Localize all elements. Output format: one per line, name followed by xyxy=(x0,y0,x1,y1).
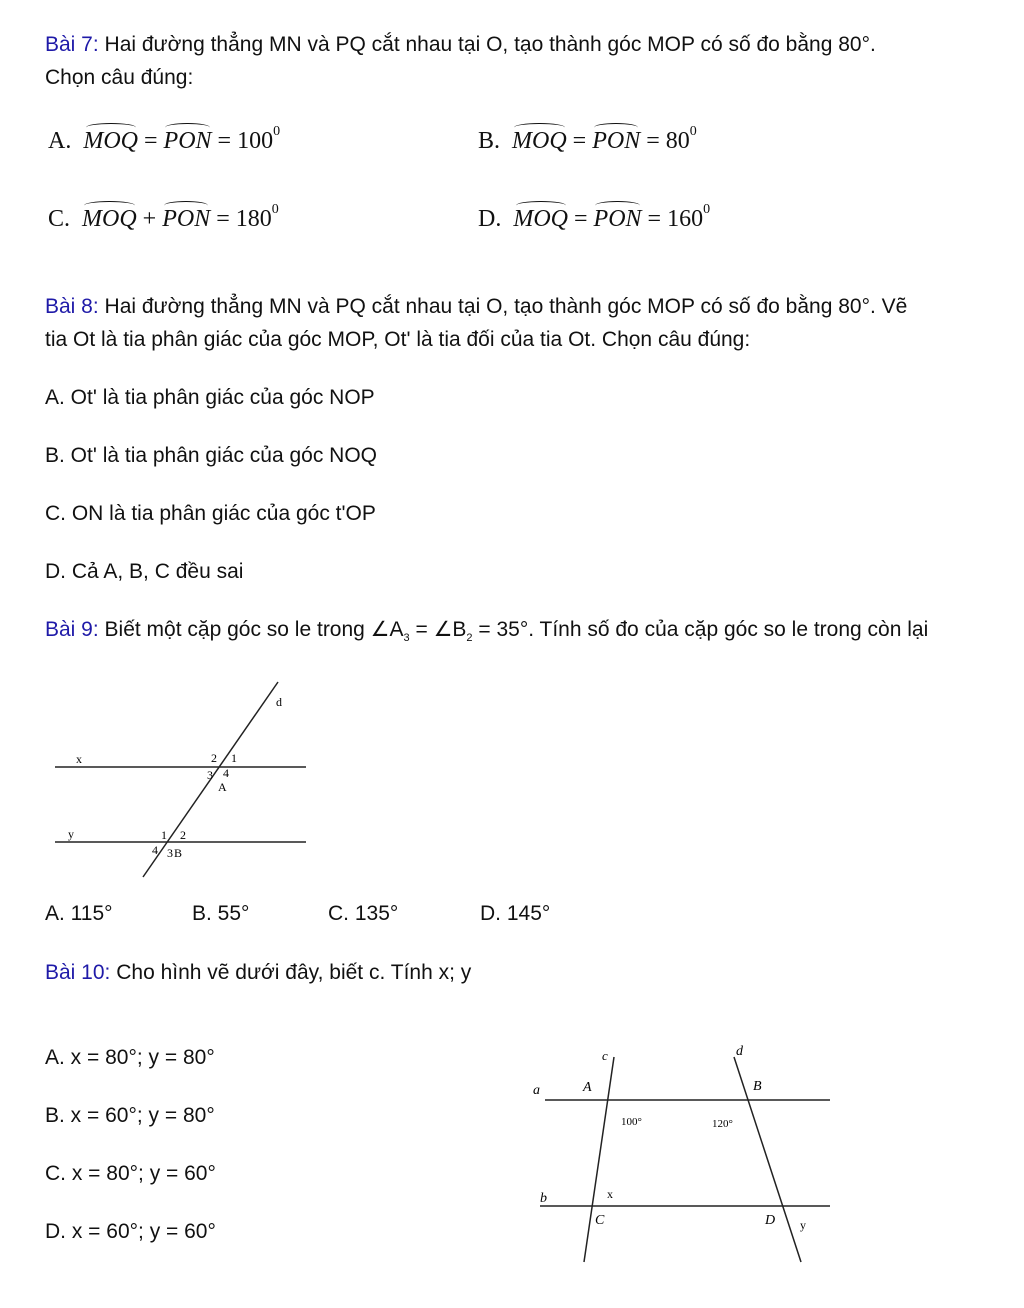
label-b3: 3 xyxy=(167,846,173,860)
angle-moq: MOQ xyxy=(83,128,138,154)
label-x: x xyxy=(607,1187,613,1201)
label-c: c xyxy=(602,1048,608,1063)
b8-label: Bài 8: xyxy=(45,295,99,318)
label-120: 120° xyxy=(712,1118,733,1130)
b9-option-b: B. 55° xyxy=(192,902,250,925)
angle-pon: PON xyxy=(592,128,641,154)
angle-moq: MOQ xyxy=(82,206,137,232)
b9-option-d: D. 145° xyxy=(480,902,551,925)
b9-option-a: A. 115° xyxy=(45,902,113,925)
b7-option-c: C. MOQ + PON = $180^0$ xyxy=(48,202,279,232)
b10-option-d: D. x = 60°; y = 60° xyxy=(45,1220,216,1243)
b8-option-d: D. Cả A, B, C đều sai xyxy=(45,560,244,583)
label-y: y xyxy=(68,827,74,841)
label-a2: 2 xyxy=(211,751,217,765)
angle-moq: MOQ xyxy=(512,128,567,154)
b8-option-c: C. ON là tia phân giác của góc t'OP xyxy=(45,502,376,525)
angle-pon: PON xyxy=(593,206,642,232)
label-b1: 1 xyxy=(161,828,167,842)
label-d: d xyxy=(276,695,282,709)
b10-option-c: C. x = 80°; y = 60° xyxy=(45,1162,216,1185)
b10-label: Bài 10: xyxy=(45,961,111,984)
label-a: a xyxy=(533,1083,540,1098)
b10-figure xyxy=(525,1030,840,1270)
angle-pon: PON xyxy=(162,206,211,232)
b7-option-a: A. MOQ = PON = $100^0$ xyxy=(48,124,281,154)
label-A: A xyxy=(218,780,227,794)
line-d xyxy=(734,1057,801,1262)
b8-option-a: A. Ot' là tia phân giác của góc NOP xyxy=(45,386,375,409)
angle-pon: PON xyxy=(163,128,212,154)
label-C: C xyxy=(595,1213,605,1228)
label-B: B xyxy=(174,846,183,860)
b10-option-b: B. x = 60°; y = 80° xyxy=(45,1104,215,1127)
label-a3: 3 xyxy=(207,768,213,782)
label-b4: 4 xyxy=(152,843,158,857)
b9-figure xyxy=(40,670,320,885)
label-b: b xyxy=(540,1191,547,1206)
b10-option-a: A. x = 80°; y = 80° xyxy=(45,1046,215,1069)
b7-option-b: B. MOQ = PON = $80^0$ xyxy=(478,124,697,154)
label-a4: 4 xyxy=(223,766,229,780)
label-y: y xyxy=(800,1218,806,1232)
b7-option-d: D. MOQ = PON = $160^0$ xyxy=(478,202,711,232)
b7-question-line2: Chọn câu đúng: xyxy=(45,66,194,89)
label-B: B xyxy=(753,1079,762,1094)
b8-question-line1: Bài 8: Hai đường thẳng MN và PQ cắt nhau tại O, tạo thành góc MOP có số đo bằng 80°. Vẽ xyxy=(45,295,908,318)
label-a1: 1 xyxy=(231,751,237,765)
b8-question-line2: tia Ot là tia phân giác của góc MOP, Ot' là tia đối của tia Ot. Chọn câu đúng: xyxy=(45,328,751,351)
b10-question: Bài 10: Cho hình vẽ dưới đây, biết c. Tính x; y xyxy=(45,961,472,984)
label-A: A xyxy=(583,1080,592,1095)
b7-question-line1: Bài 7: Hai đường thẳng MN và PQ cắt nhau tại O, tạo thành góc MOP có số đo bằng 80°. xyxy=(45,33,876,56)
angle-moq: MOQ xyxy=(513,206,568,232)
label-x: x xyxy=(76,752,82,766)
label-D: D xyxy=(765,1213,776,1228)
label-b2: 2 xyxy=(180,828,186,842)
b9-label: Bài 9: xyxy=(45,618,99,641)
label-d: d xyxy=(736,1044,743,1059)
label-100: 100° xyxy=(621,1116,642,1128)
b9-question: Bài 9: Biết một cặp góc so le trong $\angle A_3$ = $\angle B_2 = 35^\circ$. Tính số đo của cặp góc so le trong còn lại xyxy=(45,618,929,645)
b8-option-b: B. Ot' là tia phân giác của góc NOQ xyxy=(45,444,378,467)
b7-label: Bài 7: xyxy=(45,33,99,56)
b9-option-c: C. 135° xyxy=(328,902,399,925)
